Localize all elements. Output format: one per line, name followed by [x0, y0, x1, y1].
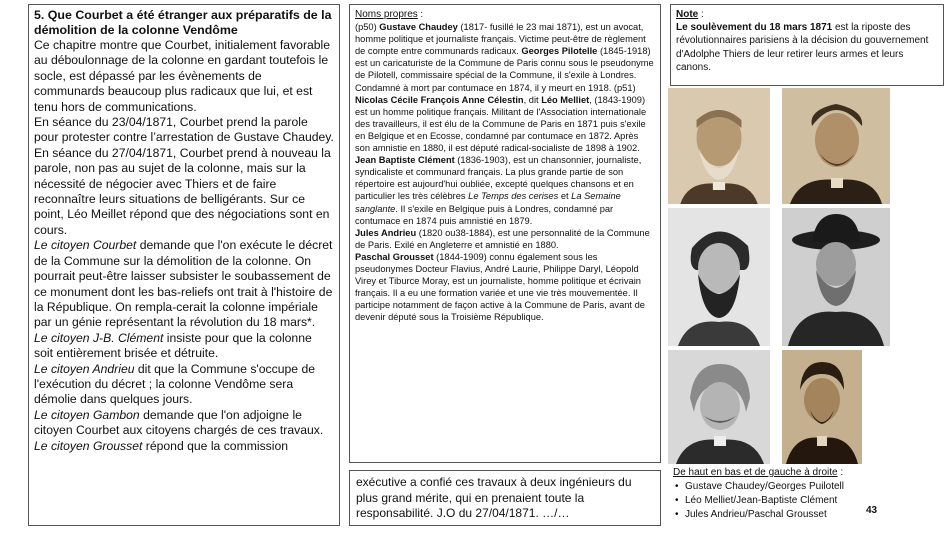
entry-chaudey: (p50) Gustave Chaudey (1817- fusillé le 23 mai 1871), est un avocat, homme politique et journaliste français. Victime peut-être de règlement de compte entre communards radicaux. Georges Pilotelle (1845-1918) est un caricaturiste de la Commune de Paris connu sous le pseudonyme de Pilotell, commissaire spécial de la Commune, il s'exile à Londres. Condamné à mort par contumace en 1874, il y meurt en 1918. (p51) Nicolas Cécile François Anne Célestin, dit Léo Melliet, (1843-1909) est un homme politique français. Militant de l'Association internationale des travailleurs, il est élu de la Commune de Paris en 1871 puis s'exile en Belgique et en Ecosse, condamné par contumace en 1872. Après son amnistie en 1880, il est député radical-socialiste de 1898 à 1902.	[355, 22, 654, 154]
paragraph-text: demande que l'on exécute le décret de la Commune sur la démolition de la colonne. On pourrait peut-être laisser subsister le soubassement de ce monument dont les bas-reliefs ont trait à l'histoire de la République. On rempla-cerait la colonne impériale par un génie représentant la révolution du 18 mars*.	[34, 238, 333, 330]
portrait-andrieu	[668, 350, 770, 464]
paragraph-text: demande que l'on adjoigne le citoyen Courbet aux citoyens chargés de ces travaux.	[34, 407, 324, 438]
speaker-name: Le citoyen Gambon	[34, 407, 140, 422]
paragraph	[34, 408, 334, 439]
entry-grousset: Paschal Grousset (1844-1909) connu également sous les pseudonymes Docteur Flavius, André Laurie, Philippe Daryl, Léopold Virey et Tiburce Moray, est un journaliste, homme politique et écrivain français. Il a eu une formation variée et une vie très mouvementée. Il participe notamment de façon active à la Commune de Paris, avant de devenir député sous la Troisième République.	[355, 251, 645, 323]
paragraph-text: insiste pour que la colonne soit entièrement brisée et détruite.	[34, 330, 312, 361]
entry-name: Jean Baptiste Clément	[355, 155, 455, 166]
list-item: • Léo Melliet/Jean-Baptiste Clément	[673, 494, 873, 508]
entry-name: Jules Andrieu	[355, 227, 417, 238]
note-event: Le soulèvement du 18 mars 1871	[676, 22, 833, 34]
song-title: La Semaine sanglante	[355, 191, 621, 214]
portrait-melliet	[668, 208, 770, 346]
entry-name: Nicolas Cécile François Anne Célestin	[355, 94, 524, 105]
caption-list	[673, 480, 873, 522]
proper-names-heading: Noms propres :	[355, 9, 423, 20]
portraits-caption	[673, 466, 873, 522]
speaker-name: Le citoyen Andrieu	[34, 361, 135, 376]
entry-name: Paschal Grousset	[355, 251, 434, 262]
list-item: • Jules Andrieu/Paschal Grousset	[673, 508, 873, 522]
paragraph	[34, 115, 334, 146]
speaker-name: Le citoyen Courbet	[34, 238, 137, 253]
paragraph-text: Ce chapitre montre que Courbet, initialement favorable au déboulonnage de la colonne en gardant toutefois le socle, est dépassé par les évènements de communards beaucoup plus radicaux que lui, et est tenu hors de communications.	[34, 38, 331, 114]
entry-name: Léo Melliet	[541, 94, 590, 105]
paragraph-text: répond que la commission	[142, 438, 289, 453]
note-text: est la riposte des révolutionnaires parisiens à la décision du gouvernement d'Adolphe Thiers de leur retirer leurs armes et leurs canons.	[676, 22, 929, 73]
song-title: Le Temps des cerises	[468, 191, 559, 202]
paragraph	[34, 362, 334, 408]
paragraph-text: En séance du 27/04/1871, Courbet prend à nouveau la parole, non pas au sujet de la colonne, mais sur la nécessité de négocier avec Thiers et de faire reconnaître leurs situations de belligérants. Sur ce point, Léo Meillet répond que des négociations sont en cours.	[34, 145, 331, 237]
paragraph-text: dit que la Commune s'occupe de l'exécution du décret ; la colonne Vendôme sera démolie dans quelques jours.	[34, 361, 316, 407]
paragraph-text: En séance du 23/04/1871, Courbet prend la parole pour protester contre l’arrestation de Gustave Chaudey.	[34, 115, 334, 145]
note-heading: Note	[676, 9, 699, 20]
paragraph	[34, 331, 334, 362]
portrait-chaudey	[668, 88, 770, 204]
paragraph	[34, 146, 334, 238]
portrait-pilotell	[782, 88, 890, 204]
paragraph	[34, 38, 334, 115]
section-title: 5. Que Courbet a été étranger aux préparatifs de la démolition de la colonne Vendôme	[34, 8, 332, 37]
entry-andrieu: Jules Andrieu (1820 ou38-1884), est une personnalité de la Commune de Paris. Exilé en Angleterre et amnistié en 1880.	[355, 227, 650, 250]
entry-clement: Jean Baptiste Clément (1836-1903), est un chansonnier, journaliste, syndicaliste et communard français. La plus grande partie de son répertoire est aujourd'hui oubliée, excepté quelques chansons et en particulier les très célèbres Le Temps des cerises et La Semaine sanglante. Il s'exile en Belgique puis à Londres, condamné par contumace en 1874 puis amnistié en 1879.	[355, 155, 642, 226]
portrait-grousset	[782, 350, 862, 464]
note-panel: Note : Le soulèvement du 18 mars 1871 est la riposte des révolutionnaires parisiens à la décision du gouvernement d'Adolphe Thiers de leur retirer leurs armes et leurs canons.	[670, 4, 944, 86]
main-text-panel	[28, 4, 340, 526]
speaker-name: Le citoyen J-B. Clément	[34, 330, 164, 345]
proper-names-panel	[349, 4, 661, 463]
list-item: • Gustave Chaudey/Georges Puilotell	[673, 480, 873, 494]
speaker-name: Le citoyen Grousset	[34, 438, 143, 453]
entry-name: Georges Pilotelle	[521, 46, 598, 57]
main-paragraphs	[34, 38, 334, 454]
caption-heading: De haut en bas et de gauche à droite :	[673, 467, 844, 478]
continuation-text: exécutive a confié ces travaux à deux ingénieurs du plus grand mérite, qui en prenaient toute la responsabilité. J.O du 27/04/1871. …/…	[356, 475, 632, 520]
continuation-panel	[349, 470, 661, 526]
portrait-clement	[782, 208, 890, 346]
paragraph	[34, 439, 334, 454]
page-number: 43	[866, 505, 878, 516]
paragraph	[34, 238, 334, 330]
entry-name: Gustave Chaudey	[379, 22, 458, 33]
